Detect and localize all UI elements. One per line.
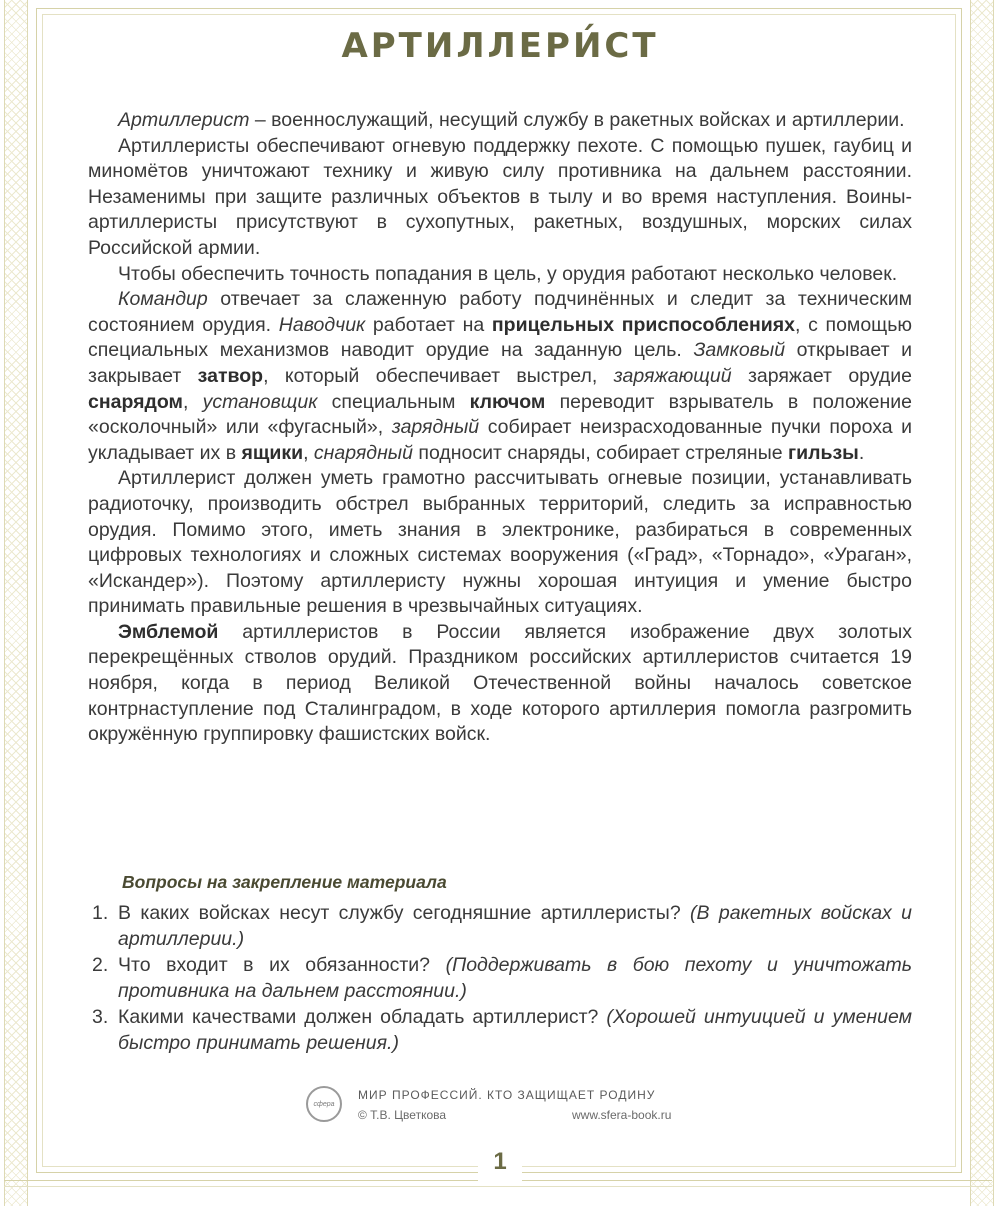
term-artillerist: Артиллерист — [118, 109, 250, 131]
question-item: 1. В каких войсках несут службу сегодняшние артиллеристы? (В ракетных войсках и артиллерии.) — [92, 902, 912, 950]
questions-heading: Вопросы на закрепление материала — [122, 872, 447, 892]
left-ornament-border — [4, 0, 28, 1206]
publisher-url[interactable]: www.sfera-book.ru — [572, 1108, 672, 1122]
paragraph-crew: Чтобы обеспечить точность попадания в цель, у орудия работают несколько человек. — [118, 262, 898, 285]
page-number: 1 — [478, 1140, 522, 1184]
answer-text: (В ракетных войсках и артиллерии.) — [118, 902, 912, 950]
paragraph-duties: Командир отвечает за слаженную работу подчинённых и следит за техническим состоянием орудия. Наводчик работает на прицельных приспособлениях, с помощью специальных механизмов наводит орудие на заданную цель. Замковый открывает и закрывает затвор, который обеспечивает выстрел, заряжающий заряжает орудие снарядом, установщик специальным ключом переводит взрыватель в положение «осколочный» или «фугасный», зарядный собирает неизрасходованные пучки пороха и укладывает их в ящики, снарядный подносит снаряды, собирает стреляные гильзы. — [88, 288, 913, 464]
article-body — [88, 108, 912, 748]
question-item: 2. Что входит в их обязанности? (Поддерживать в бою пехоту и уничтожать противника на дальнем расстоянии.) — [92, 954, 913, 1002]
paragraph-definition: Артиллерист – военнослужащий, несущий службу в ракетных войсках и артиллерии. — [118, 109, 905, 131]
right-ornament-border — [970, 0, 994, 1206]
paragraph-skills: Артиллерист должен уметь грамотно рассчитывать огневые позиции, устанавливать радиоточку, производить обстрел выбранных территорий, следить за исправностью орудия. Помимо этого, иметь знания в электронике, разбираться в современных цифровых технологиях и сложных системах вооружения («Град», «Торнадо», «Ураган», «Искандер»). Поэтому артиллеристу нужны хорошая интуиция и умение быстро принимать правильные решения в чрезвычайных ситуациях. — [88, 467, 912, 618]
publisher-logo-icon: сфера — [306, 1086, 342, 1122]
bottom-divider-secondary — [4, 1186, 992, 1187]
series-title: МИР ПРОФЕССИЙ. КТО ЗАЩИЩАЕТ РОДИНУ — [358, 1088, 656, 1102]
paragraph-emblem: Эмблемой артиллеристов в России является изображение двух золотых перекрещённых стволов орудий. Праздником российских артиллеристов считается 19 ноября, когда в период Великой Отечественной войны началось советское контрнаступление под Сталинградом, в ходе которого артиллерия помогла разгромить окружённую группировку фашистских войск. — [88, 620, 912, 746]
questions-list — [88, 900, 912, 1056]
copyright-author: © Т.В. Цветкова — [358, 1108, 447, 1122]
answer-text: (Хорошей интуицией и умением быстро принимать решения.) — [118, 1006, 912, 1054]
question-item: 3. Какими качествами должен обладать артиллерист? (Хорошей интуицией и умением быстро принимать решения.) — [92, 1006, 912, 1054]
page-title: АРТИЛЛЕРИ́СТ — [341, 26, 659, 66]
paragraph-role: Артиллеристы обеспечивают огневую поддержку пехоте. С помощью пушек, гаубиц и миномётов уничтожают технику и живую силу противника на дальнем расстоянии. Незаменимы при защите различных объектов в тылу и во время наступления. Воины-артиллеристы присутствуют в сухопутных, ракетных, воздушных, морских силах Российской армии. — [88, 134, 912, 259]
answer-text: (Поддерживать в бою пехоту и уничтожать противника на дальнем расстоянии.) — [118, 954, 913, 1002]
